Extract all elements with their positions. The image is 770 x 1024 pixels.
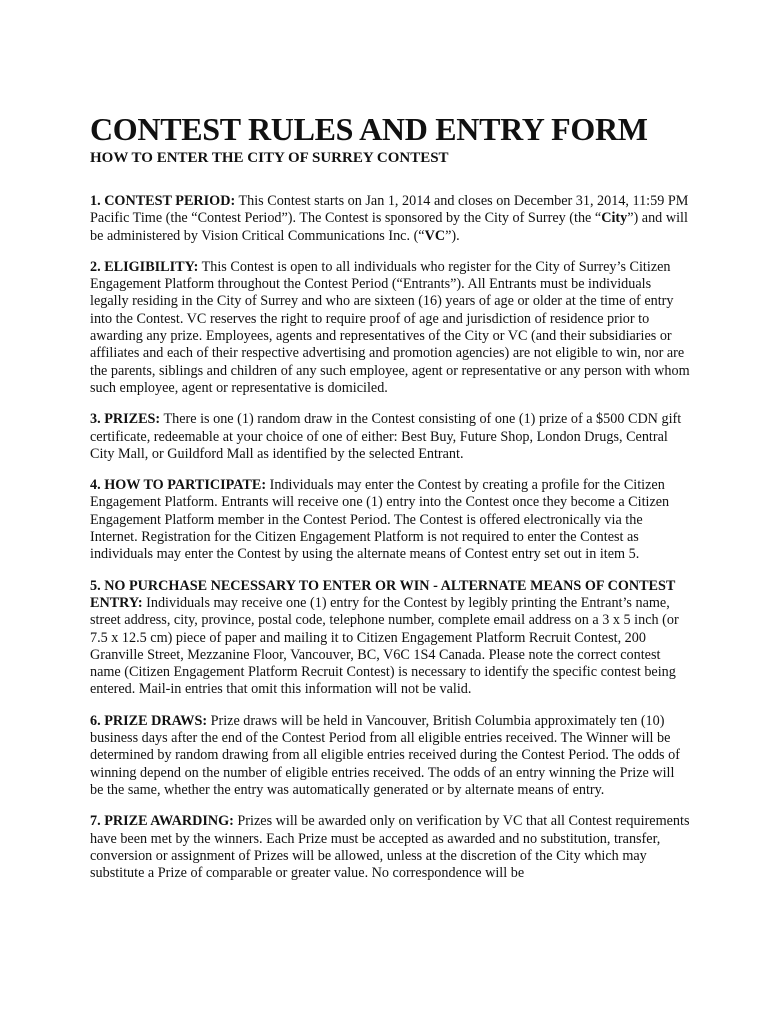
rule-section bbox=[90, 813, 690, 882]
rule-section bbox=[90, 578, 690, 699]
section-heading: 7. PRIZE AWARDING: bbox=[90, 813, 234, 830]
rule-section bbox=[90, 477, 690, 563]
document-title: CONTEST RULES AND ENTRY FORM bbox=[90, 111, 648, 147]
section-text: There is one (1) random draw in the Contest consisting of one (1) prize of a $500 CDN gift certificate, redeemable at your choice of one of either: Best Buy, Future Shop, London Drugs, Central City Mall, or Guildford Mall as identified by the selected Entrant. bbox=[90, 411, 682, 462]
section-text: Prizes will be awarded only on verification by VC that all Contest requirements have been met by the winners. Each Prize must be accepted as awarded and no substitution, transfer, conversion or assignment of Prizes will be allowed, unless at the discretion of the City which may substitute a Prize of comparable or greater value. No correspondence will be bbox=[90, 813, 690, 882]
rule-section bbox=[90, 193, 690, 245]
document-subtitle: HOW TO ENTER THE CITY OF SURREY CONTEST bbox=[90, 150, 449, 166]
section-text: This Contest starts on Jan 1, 2014 and closes on December 31, 2014, 11:59 PM Pacific Time (the “Contest Period”). The Contest is sponsored by the City of Surrey (the “ bbox=[90, 193, 689, 227]
rule-section bbox=[90, 713, 690, 799]
section-heading: 6. PRIZE DRAWS: bbox=[90, 712, 208, 729]
section-heading: 3. PRIZES: bbox=[90, 411, 161, 428]
section-text: Prize draws will be held in Vancouver, British Columbia approximately ten (10) business days after the end of the Contest Period from all eligible entries received. The Winner will be determined by random drawing from all eligible entries received during the Contest Period. The odds of winning depend on the number of eligible entries received. The odds of an entry winning the Prize will be the same, whether the entry was automatically generated or by alternate means of entry. bbox=[90, 712, 680, 798]
rule-section bbox=[90, 411, 690, 463]
section-text: ”) and will be administered by Vision Critical Communications Inc. (“ bbox=[90, 210, 688, 244]
section-text: This Contest is open to all individuals who register for the City of Surrey’s Citizen Engagement Platform throughout the Contest Period (“Entrants”). All Entrants must be individuals legally residing in the City of Surrey and who are sixteen (16) years of age or older at the time of entry into the Contest. VC reserves the right to require proof of age and jurisdiction of residence prior to awarding any prize. Employees, agents and representatives of the City or VC (and their subsidiaries or affiliates and each of their respective advertising and promotion agencies) are not eligible to win, nor are the parents, siblings and children of any such employee, agent or representative or any person with whom such employee, agent or representative is domiciled. bbox=[90, 258, 690, 396]
section-emphasis: City bbox=[601, 210, 628, 227]
section-text: Individuals may receive one (1) entry for the Contest by legibly printing the Entrant’s name, street address, city, province, postal code, telephone number, complete email address on a 3 x 5 inch (or 7.5 x 12.5 cm) piece of paper and mailing it to Citizen Engagement Platform Recruit Contest, 200 Granville Street, Mezzanine Floor, Vancouver, BC, V6C 1S4 Canada. Please note the correct contest name (Citizen Engagement Platform Recruit Contest) is necessary to identify the specific contest being entered. Mail-in entries that omit this information will not be valid. bbox=[90, 594, 679, 698]
section-emphasis: VC bbox=[424, 227, 446, 244]
document-page bbox=[90, 111, 690, 882]
section-text: ”). bbox=[445, 227, 460, 244]
rules-sections bbox=[90, 193, 690, 882]
section-heading: 2. ELIGIBILITY: bbox=[90, 258, 199, 275]
section-heading: 1. CONTEST PERIOD: bbox=[90, 193, 236, 209]
rule-section bbox=[90, 259, 690, 397]
section-text: Individuals may enter the Contest by creating a profile for the Citizen Engagement Platform. Entrants will receive one (1) entry into the Contest once they become a Citizen Engagement Platform member in the Contest Period. The Contest is offered electronically via the Internet. Registration for the Citizen Engagement Platform is not required to enter the Contest as individuals may enter the Contest by using the alternate means of Contest entry set out in item 5. bbox=[90, 477, 670, 563]
section-heading: 4. HOW TO PARTICIPATE: bbox=[90, 477, 267, 494]
section-heading: 5. NO PURCHASE NECESSARY TO ENTER OR WIN - ALTERNATE MEANS OF CONTEST ENTRY: bbox=[90, 577, 676, 611]
